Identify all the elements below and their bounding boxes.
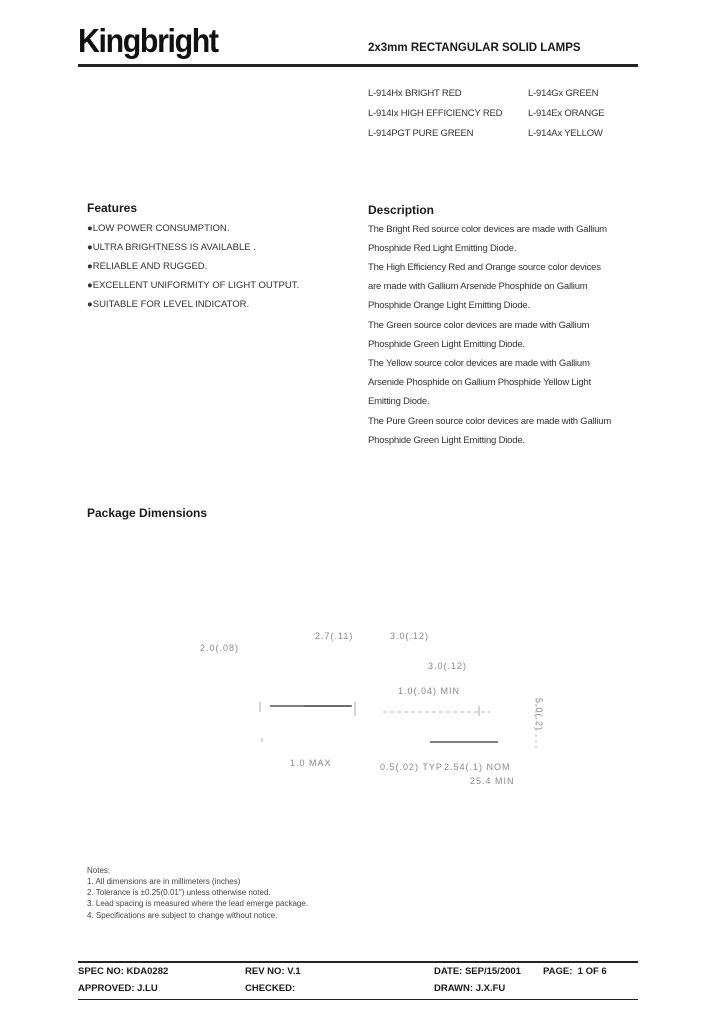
note-item: 4. Specifications are subject to change without notice.	[87, 911, 278, 920]
dimension-label: 0.5(.02) TYP	[380, 762, 443, 772]
description-line: Phosphide Orange Light Emitting Diode.	[368, 300, 530, 311]
description-line: Phosphide Red Light Emitting Diode.	[368, 243, 517, 254]
description-line: The Yellow source color devices are made with Gallium	[368, 358, 590, 369]
dimension-label: 1.0 MAX	[290, 758, 332, 768]
drawn-by: DRAWN: J.X.FU	[434, 983, 506, 994]
notes-title: Notes:	[87, 866, 111, 875]
feature-item: ●EXCELLENT UNIFORMITY OF LIGHT OUTPUT.	[87, 280, 300, 291]
note-item: 1. All dimensions are in millimeters (inches)	[87, 877, 241, 886]
feature-item: ●LOW POWER CONSUMPTION.	[87, 223, 230, 234]
spec-number: SPEC NO: KDA0282	[78, 966, 169, 977]
page-indicator: PAGE: 1 OF 6	[543, 966, 607, 977]
description-line: Arsenide Phosphide on Gallium Phosphide Yellow Light	[368, 377, 592, 388]
dimension-label: 3.0(.12)	[428, 661, 468, 671]
feature-item: ●ULTRA BRIGHTNESS IS AVAILABLE .	[87, 242, 256, 253]
part-number: L-914Ax YELLOW	[528, 128, 603, 139]
feature-item: ●SUITABLE FOR LEVEL INDICATOR.	[87, 299, 250, 310]
company-logo: Kingbright	[78, 22, 218, 59]
dimension-label: 2.54(.1) NOM	[444, 762, 511, 772]
footer-rule	[78, 961, 638, 963]
description-line: Phosphide Green Light Emitting Diode.	[368, 339, 525, 350]
description-line: The Pure Green source color devices are made with Gallium	[368, 416, 612, 427]
note-item: 2. Tolerance is ±0.25(0.01") unless otherwise noted.	[87, 888, 271, 897]
document-date: DATE: SEP/15/2001	[434, 966, 521, 977]
part-number: L-914Hx BRIGHT RED	[368, 88, 462, 99]
description-line: The High Efficiency Red and Orange source color devices	[368, 262, 601, 273]
description-line: Emitting Diode.	[368, 396, 430, 407]
footer-rule	[78, 999, 638, 1000]
dimension-label: 1.0(.04) MIN	[398, 686, 461, 696]
description-line: Phosphide Green Light Emitting Diode.	[368, 435, 525, 446]
dimension-label: 2.7(.11)	[315, 631, 354, 641]
description-line: The Green source color devices are made with Gallium	[368, 320, 590, 331]
approved-by: APPROVED: J.LU	[78, 983, 158, 994]
package-drawing	[200, 630, 560, 760]
dimension-label: 25.4 MIN	[470, 776, 515, 786]
dimension-label: 5.0(.2)	[534, 698, 544, 732]
document-title: 2x3mm RECTANGULAR SOLID LAMPS	[368, 42, 581, 54]
feature-item: ●RELIABLE AND RUGGED.	[87, 261, 208, 272]
part-number: L-914PGT PURE GREEN	[368, 128, 474, 139]
header-rule	[78, 64, 638, 67]
dimension-label: 2.0(.08)	[200, 643, 240, 653]
note-item: 3. Lead spacing is measured where the lead emerge package.	[87, 899, 309, 908]
dimension-label: 3.0(.12)	[390, 631, 430, 641]
description-line: are made with Gallium Arsenide Phosphide on Gallium	[368, 281, 588, 292]
checked-by: CHECKED:	[245, 983, 296, 994]
features-heading: Features	[87, 201, 138, 215]
package-heading: Package Dimensions	[87, 506, 208, 520]
part-number: L-914Gx GREEN	[528, 88, 599, 99]
part-number: L-914Ix HIGH EFFICIENCY RED	[368, 108, 503, 119]
description-line: The Bright Red source color devices are made with Gallium	[368, 224, 607, 235]
part-number: L-914Ex ORANGE	[528, 108, 605, 119]
description-heading: Description	[368, 203, 435, 217]
revision-number: REV NO: V.1	[245, 966, 301, 977]
